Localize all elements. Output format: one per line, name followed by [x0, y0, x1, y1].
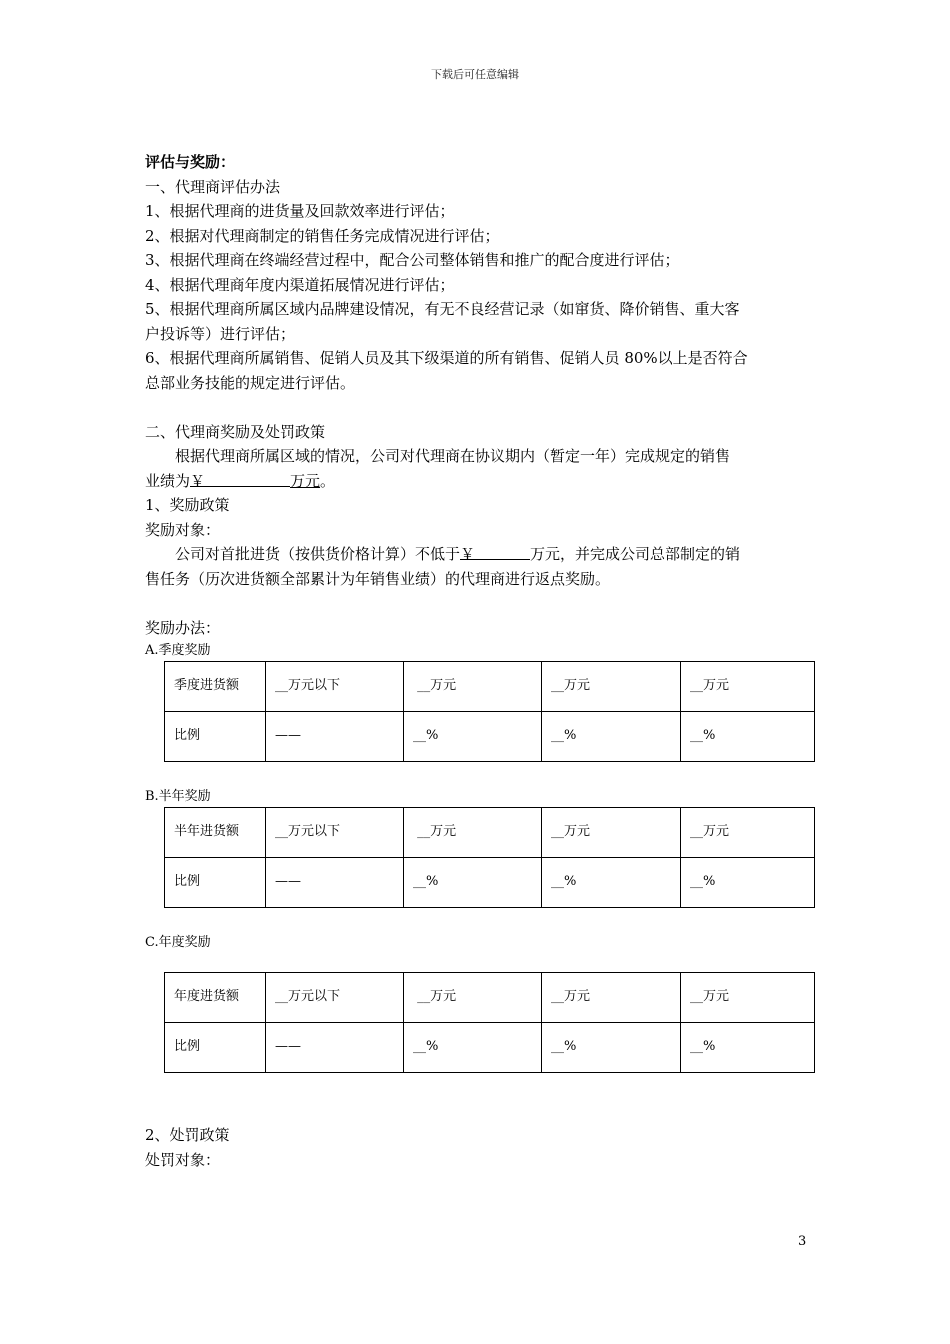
table-cell: 比例: [165, 712, 266, 762]
evaluation-item-cont: 户投诉等）进行评估；: [145, 324, 296, 343]
table-cell: __%: [542, 1023, 681, 1073]
section-heading-reward: 二、代理商奖励及处罚政策: [145, 422, 326, 441]
table-cell: __万元: [404, 808, 542, 858]
reward-condition-prefix: 公司对首批进货（按供货价格计算）不低于: [175, 545, 461, 563]
first-order-blank: [460, 542, 530, 563]
table-cell: 比例: [165, 1023, 266, 1073]
sales-target-blank: [190, 469, 290, 490]
table-cell: __万元以下: [266, 662, 404, 712]
penalty-policy-heading: 2、处罚政策: [145, 1126, 230, 1144]
reward-policy-heading: 1、奖励政策: [145, 496, 230, 514]
table-cell: 季度进货额: [165, 662, 266, 712]
table-row: [165, 973, 815, 1023]
section-heading-evaluation: 一、代理商评估办法: [145, 177, 281, 196]
table-cell: __万元: [542, 662, 681, 712]
reward-condition-line: [145, 542, 815, 567]
evaluation-item: 3、根据代理商在终端经营过程中，配合公司整体销售和推广的配合度进行评估；: [145, 251, 680, 269]
half-year-reward-table: [164, 807, 815, 908]
evaluation-item: 2、根据对代理商制定的销售任务完成情况进行评估；: [145, 226, 500, 245]
table-cell: ——: [266, 858, 404, 908]
table-row: [165, 662, 815, 712]
reward-condition-cont: 售任务（历次进货额全部累计为年销售业绩）的代理商进行返点奖励。: [145, 569, 611, 588]
evaluation-item: 6、根据代理商所属销售、促销人员及其下级渠道的所有销售、促销人员 80%以上是否符合: [145, 349, 748, 367]
table-cell: __%: [404, 712, 542, 762]
page-header: 下载后可任意编辑: [431, 68, 519, 81]
table-cell: __%: [542, 858, 681, 908]
evaluation-item: 1、根据代理商的进货量及回款效率进行评估；: [145, 202, 455, 220]
sales-target-prefix: 业绩为: [145, 471, 191, 490]
table-cell: __万元以下: [266, 973, 404, 1023]
table-cell: __%: [404, 1023, 542, 1073]
sales-target-unit: 万元: [290, 471, 321, 490]
quarterly-reward-table: [164, 661, 815, 762]
table-row: [165, 858, 815, 908]
table-cell: __%: [542, 712, 681, 762]
evaluation-item-cont: 总部业务技能的规定进行评估。: [145, 373, 356, 392]
page-number: 3: [798, 1234, 807, 1249]
document-body: [145, 150, 815, 1172]
table-cell: __万元: [542, 973, 681, 1023]
table-cell: __万元: [404, 662, 542, 712]
sales-target-line: [145, 469, 815, 494]
table-cell: __万元: [681, 973, 815, 1023]
currency-symbol: ￥: [460, 545, 476, 563]
table-cell: ——: [266, 712, 404, 762]
reward-method-label: 奖励办法：: [145, 618, 221, 637]
evaluation-item: 4、根据代理商年度内渠道拓展情况进行评估；: [145, 275, 455, 294]
table-cell: __万元以下: [266, 808, 404, 858]
table-cell: 半年进货额: [165, 808, 266, 858]
reward-condition-suffix: 万元，并完成公司总部制定的销: [530, 545, 741, 563]
table-cell: __万元: [542, 808, 681, 858]
table-cell: ——: [266, 1023, 404, 1073]
table-cell: __%: [681, 1023, 815, 1073]
reward-target-label: 奖励对象：: [145, 520, 221, 539]
sales-target-end: 。: [320, 471, 336, 490]
penalty-target-label: 处罚对象：: [145, 1150, 221, 1169]
quarterly-reward-label: A.季度奖励: [145, 643, 211, 658]
half-year-reward-label: B.半年奖励: [145, 789, 211, 804]
table-cell: __%: [404, 858, 542, 908]
table-cell: 比例: [165, 858, 266, 908]
table-cell: __万元: [681, 662, 815, 712]
table-row: [165, 712, 815, 762]
table-cell: __%: [681, 858, 815, 908]
table-cell: 年度进货额: [165, 973, 266, 1023]
table-cell: __%: [681, 712, 815, 762]
reward-intro: 根据代理商所属区域的情况，公司对代理商在协议期内（暂定一年）完成规定的销售: [175, 447, 731, 465]
table-cell: __万元: [681, 808, 815, 858]
annual-reward-table: [164, 972, 815, 1073]
currency-symbol: ￥: [190, 471, 206, 490]
doc-title: 评估与奖励：: [145, 153, 236, 171]
table-cell: __万元: [404, 973, 542, 1023]
table-row: [165, 1023, 815, 1073]
table-row: [165, 808, 815, 858]
evaluation-item: 5、根据代理商所属区域内品牌建设情况，有无不良经营记录（如窜货、降价销售、重大客: [145, 300, 740, 318]
annual-reward-label: C.年度奖励: [145, 935, 211, 950]
